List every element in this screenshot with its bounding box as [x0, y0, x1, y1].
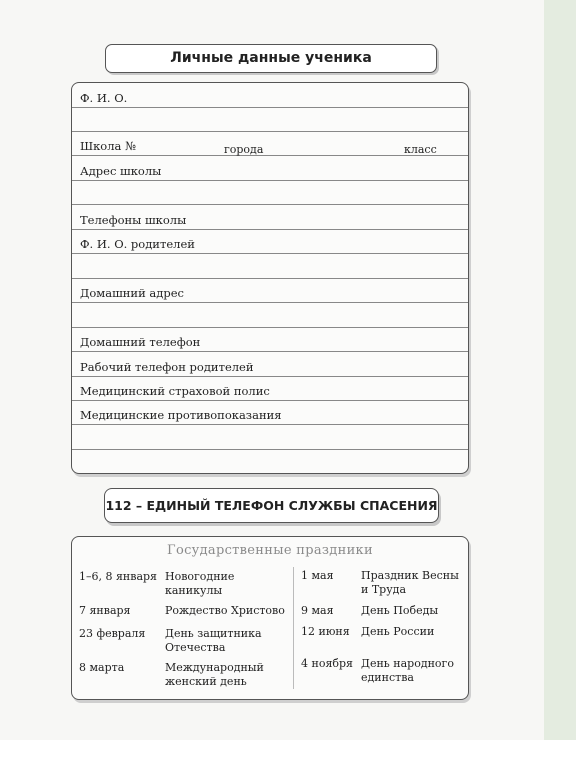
page-bottom-margin	[0, 740, 576, 768]
holiday-date: 9 мая	[301, 604, 334, 617]
form-row[interactable]	[72, 449, 468, 473]
holiday-name: единства	[361, 670, 414, 684]
form-row-label: Ф. И. О.	[80, 91, 128, 105]
form-row[interactable]	[72, 180, 468, 205]
form-row[interactable]	[72, 107, 468, 132]
holidays-box	[71, 536, 469, 700]
form-row[interactable]	[72, 425, 468, 450]
holiday-name: Новогодние	[165, 570, 235, 583]
form-row-label: Домашний телефон	[80, 335, 201, 349]
form-row-class-label: класс	[404, 143, 437, 156]
holidays-column-divider	[293, 567, 294, 689]
holiday-date: 4 ноября	[301, 657, 353, 670]
form-row-label: Школа №	[80, 139, 136, 153]
form-row[interactable]	[72, 352, 468, 377]
form-row[interactable]	[72, 131, 468, 156]
holiday-name: День защитника	[165, 627, 262, 640]
form-row[interactable]	[72, 278, 468, 303]
holiday-name: Рождество Христово	[165, 604, 285, 617]
holiday-date: 8 марта	[79, 661, 125, 674]
form-row[interactable]	[72, 229, 468, 254]
form-row[interactable]	[72, 156, 468, 181]
holiday-name: Международный	[165, 661, 264, 674]
form-row-label: Домашний адрес	[80, 286, 184, 300]
form-row[interactable]	[72, 83, 468, 108]
holiday-name: Праздник Весны	[361, 569, 459, 582]
holiday-name: женский день	[165, 674, 247, 688]
holiday-date: 1 мая	[301, 569, 334, 582]
form-row[interactable]	[72, 400, 468, 425]
form-row-label: Ф. И. О. родителей	[80, 237, 195, 251]
form-row-label: Рабочий телефон родителей	[80, 360, 254, 374]
holiday-name: Отечества	[165, 640, 226, 654]
form-row[interactable]	[72, 205, 468, 230]
form-row[interactable]	[72, 327, 468, 352]
emergency-phone-banner: 112 – ЕДИНЫЙ ТЕЛЕФОН СЛУЖБЫ СПАСЕНИЯ	[104, 488, 439, 523]
form-row[interactable]	[72, 376, 468, 401]
holiday-date: 7 января	[79, 604, 131, 617]
form-row[interactable]	[72, 303, 468, 328]
personal-data-title: Личные данные ученика	[105, 44, 437, 73]
holiday-name: и Труда	[361, 582, 407, 596]
form-row-label: Адрес школы	[80, 164, 162, 178]
holidays-title: Государственные праздники	[167, 543, 373, 558]
personal-data-form	[71, 82, 469, 474]
holiday-name: День Победы	[361, 604, 439, 617]
holiday-name: каникулы	[165, 583, 223, 597]
form-row-label: Медицинские противопоказания	[80, 408, 282, 422]
holiday-date: 23 февраля	[79, 627, 146, 640]
holiday-name: День России	[361, 625, 435, 638]
holiday-date: 1–6, 8 января	[79, 570, 157, 583]
form-row-label: Медицинский страховой полис	[80, 384, 270, 398]
form-row-label: Телефоны школы	[80, 213, 187, 227]
form-row-city-label: города	[224, 143, 264, 156]
holiday-date: 12 июня	[301, 625, 350, 638]
holiday-name: День народного	[361, 657, 454, 670]
form-row[interactable]	[72, 254, 468, 279]
page-edge-shade	[544, 0, 576, 740]
